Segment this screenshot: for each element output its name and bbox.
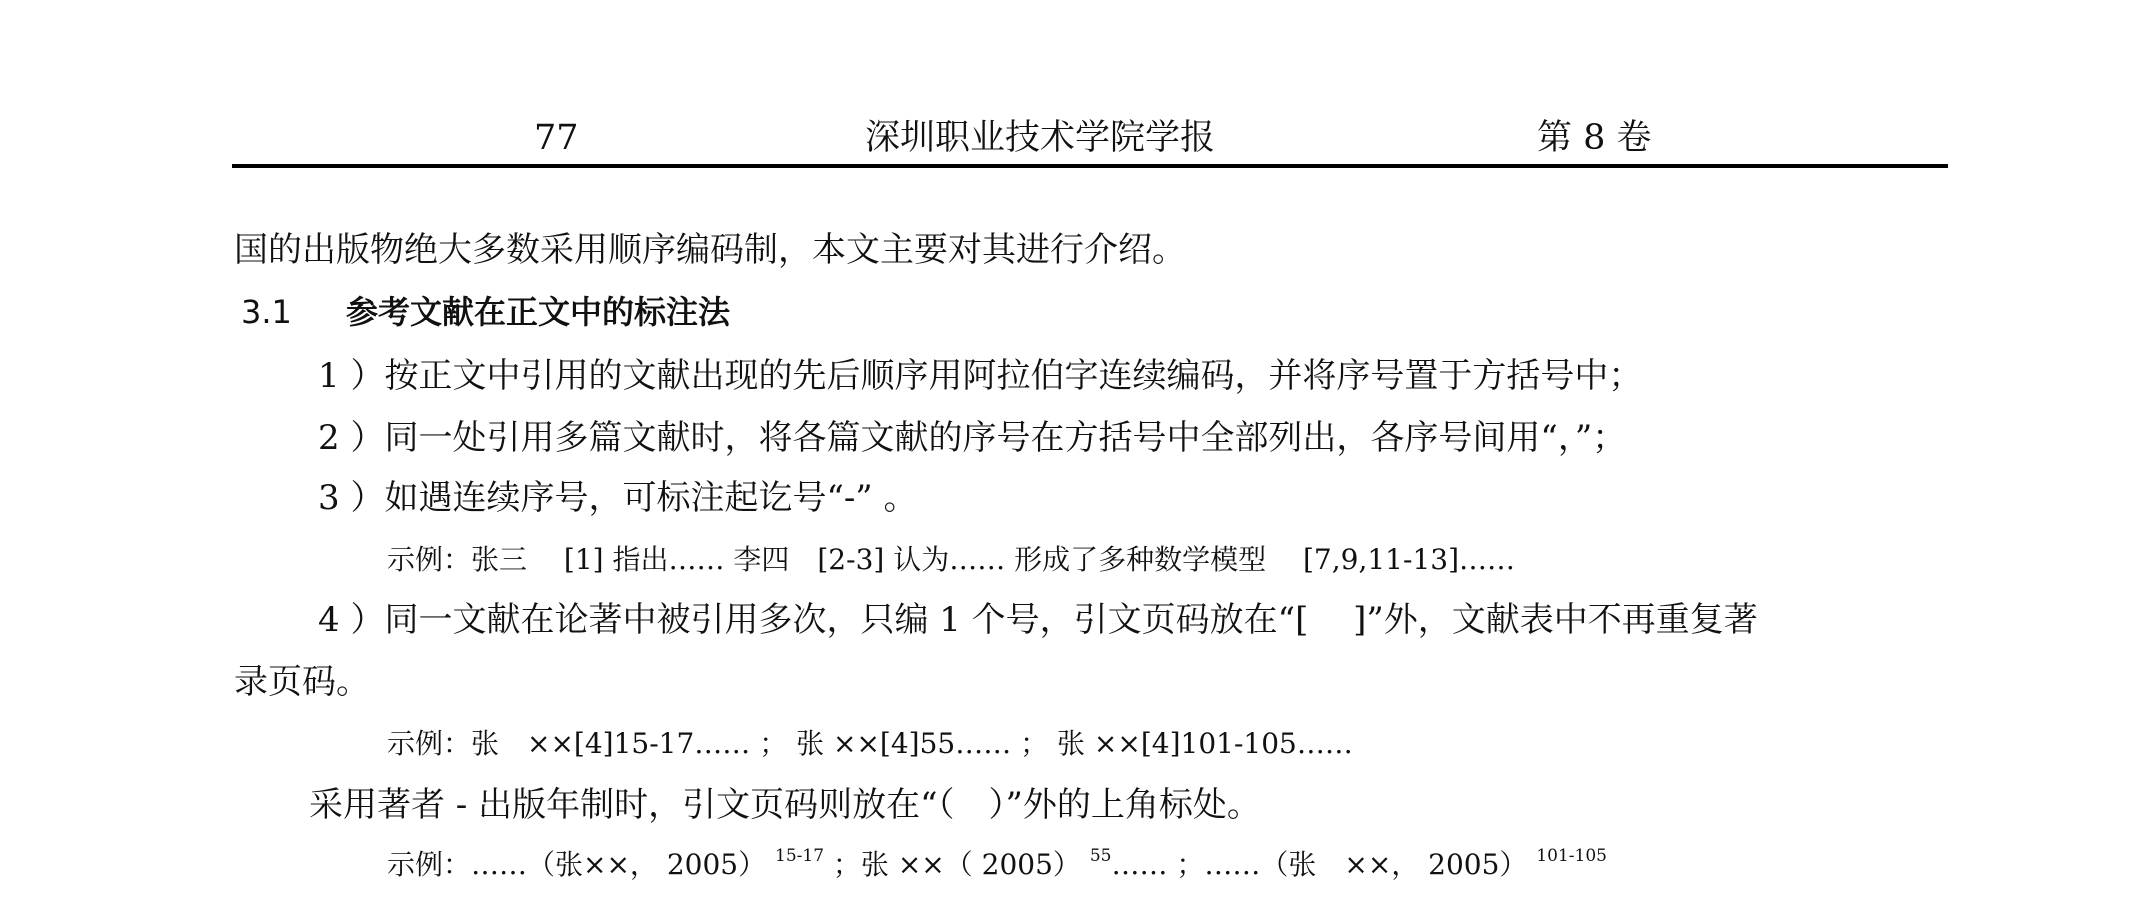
volume-label: 第 8 卷 (1537, 118, 1652, 158)
header-rule (232, 164, 1948, 168)
example-2: 示例：张 ××[4]15-17…… ； 张 ××[4]55…… ； 张 ××[4]101-105…… (387, 727, 1353, 760)
author-year-paragraph: 采用著者 - 出版年制时，引文页码则放在“（ ）”外的上角标处。 (309, 785, 1261, 825)
example-1: 示例：张三 [1] 指出…… 李四 [2-3] 认为…… 形成了多种数学模型 [7,9,11-13]…… (387, 543, 1516, 576)
example-3-part-2: ；张 ××（ 2005） (832, 848, 1081, 881)
section-title: 参考文献在正文中的标注法 (346, 293, 731, 331)
list-item-2: 2 ）同一处引用多篇文献时，将各篇文献的序号在方括号中全部列出，各序号间用“，”； (318, 418, 1627, 458)
paragraph-continuation: 国的出版物绝大多数采用顺序编码制，本文主要对其进行介绍。 (234, 230, 1186, 270)
page-number: 77 (534, 118, 579, 158)
list-item-4-line-2: 录页码。 (234, 662, 370, 702)
list-item-4-line-1: 4 ）同一文献在论著中被引用多次，只编 1 个号，引文页码放在“[ ]”外，文献表中不再重复著 (318, 600, 1758, 640)
list-item-3: 3 ）如遇连续序号，可标注起讫号“-” 。 (318, 478, 918, 518)
section-number: 3.1 (241, 293, 292, 331)
section-heading (241, 292, 730, 332)
example-3-superscript-1: 15-17 (775, 846, 825, 866)
example-3-superscript-3: 101-105 (1536, 846, 1607, 866)
example-3-superscript-2: 55 (1089, 846, 1112, 866)
list-item-1: 1 ）按正文中引用的文献出现的先后顺序用阿拉伯字连续编码，并将序号置于方括号中； (318, 356, 1643, 396)
example-3-part-3: …… ；……（张 ××， 2005） (1111, 848, 1528, 881)
journal-title: 深圳职业技术学院学报 (865, 118, 1216, 158)
example-3 (387, 848, 1607, 882)
example-3-part-1: 示例：……（张××， 2005） (387, 848, 767, 881)
